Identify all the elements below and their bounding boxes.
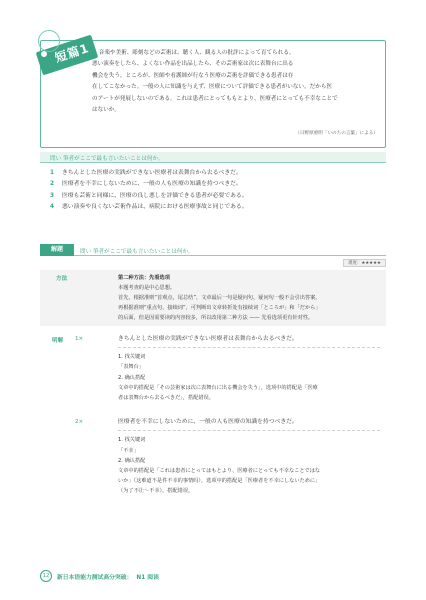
option-text: きちんとした医療の実践ができない医療者は表舞台から去るべきだ。 <box>62 170 242 176</box>
method-title: 第二种方法：先看选项 <box>118 275 170 281</box>
passage-line: 悪い演奏をしたら、よくない作品を出品したら、その芸術家は次に表舞台に出る <box>92 61 294 68</box>
detail-line: 文章中的搭配是「これは患者にとってはもとより、医療者にとっても不幸なことではな <box>118 468 321 475</box>
passage-line: のアートが発展しないのである。これは患者にとってももとより、医療者にとっても不幸なことで <box>92 95 338 102</box>
option-text: 医療者を不幸にしないために、一般の人も医療の知識を持つべきだ。 <box>62 181 242 188</box>
question-bar <box>40 152 386 163</box>
option-number: 4 <box>50 204 55 211</box>
answer-options <box>50 168 380 214</box>
explanation-head: きちんとした医療の実践ができない医療者は表舞台から去るべきだ。 <box>118 336 298 342</box>
passage-line: はないか。 <box>92 107 120 114</box>
passage-line: 機会を失う。ところが、医師や看護師が行なう医療の芸術を評価できる患者は存 <box>92 72 294 79</box>
explanation-head: 医療者を不幸にしないために、一般の人も医療の知識を持つべきだ。 <box>118 419 298 426</box>
method-line: 首先，根据准则“首观点，尾总结”，文章最后一句是疑问句，疑问句一般不会引出答案。 <box>118 295 321 301</box>
method-line: 再根据准则“重点句，接续词”，可判断出文章转折处有接续词「ところが」和「だから」 <box>118 305 321 311</box>
option-text: 医療も芸術と同様に、医療の良し悪しを評価できる患者が必要である。 <box>62 192 248 199</box>
option-4[interactable] <box>50 202 380 213</box>
step-label: 1. 找关键词 <box>118 354 146 361</box>
method-line: 本题考查的是中心思想。 <box>118 285 176 291</box>
method-line: 的后面，但是因需要读的内容较多，所以改用第二种方法 —— 先看选项更有针对性。 <box>118 315 314 321</box>
option-2[interactable] <box>50 179 380 190</box>
step-label: 2. 确认搭配 <box>118 457 146 464</box>
explanation-number: 2× <box>75 419 84 426</box>
page-number: 12 <box>40 570 52 582</box>
detail-line: いか」（这难道不是件不幸的事情吗），选项中的搭配是「医療者を不幸にしないために」 <box>118 478 321 485</box>
explanation-body <box>118 334 380 403</box>
passage-line: 在してこなかった。一般の人に知識を与えず、医療について評価できる患者がいない。だから医 <box>92 84 332 91</box>
option-number: 2 <box>50 181 55 188</box>
option-text: 悪い演奏や良くない芸術作品は、病院における医療事故と同じである。 <box>62 204 248 211</box>
ring-decoration-icon <box>38 30 60 52</box>
page-footer <box>40 570 159 582</box>
book-title: 新日本语能力测试高分突破： <box>57 574 133 581</box>
method-label: 方法 <box>56 276 68 282</box>
divider <box>118 347 380 348</box>
explanation-label: 明解 <box>52 338 64 344</box>
commentary-question: 問い 筆者がここで最も言いたいことは何か。 <box>80 249 194 255</box>
commentary-header <box>40 244 386 256</box>
step-label: 1. 找关键词 <box>118 437 146 444</box>
explanation-section <box>40 334 386 497</box>
tag-label: 短篇1 <box>53 40 92 66</box>
difficulty-rating: 难度：★★★★★ <box>343 259 386 267</box>
explanation-number: 1× <box>75 336 84 342</box>
detail-line: （为了不让～不幸），搭配错误。 <box>118 488 194 495</box>
method-body <box>118 273 380 323</box>
option-number: 1 <box>50 170 55 176</box>
question-text: 問い 筆者がここで最も言いたいことは何か。 <box>50 156 164 162</box>
commentary-badge: 解题 <box>40 244 74 256</box>
option-3[interactable] <box>50 191 380 202</box>
explanation-body <box>118 417 380 496</box>
explanation-item <box>40 334 386 403</box>
option-number: 3 <box>50 192 55 199</box>
explanation-item <box>40 417 386 496</box>
keyword: 「不幸」 <box>118 447 139 454</box>
passage-source: （日野原重明「いのちの言葉」による） <box>295 131 378 136</box>
option-1[interactable] <box>50 168 380 179</box>
divider <box>118 430 380 431</box>
keyword: 「表舞台」 <box>118 364 144 371</box>
method-section <box>40 270 386 326</box>
book-level: N1 阅读 <box>136 574 159 581</box>
passage-line: 音楽や美術、彫刻などの芸術は、聴く人、観る人の批評によって育てられる。 <box>98 50 295 56</box>
detail-line: 文章中的搭配是「その芸術家は次に表舞台に出る機会を失う」，选项中的搭配是「医療 <box>118 384 318 391</box>
detail-line: 者は表舞台から去るべきだ」，搭配错误。 <box>118 395 214 402</box>
step-label: 2. 确认搭配 <box>118 374 146 381</box>
passage-text <box>92 48 380 116</box>
